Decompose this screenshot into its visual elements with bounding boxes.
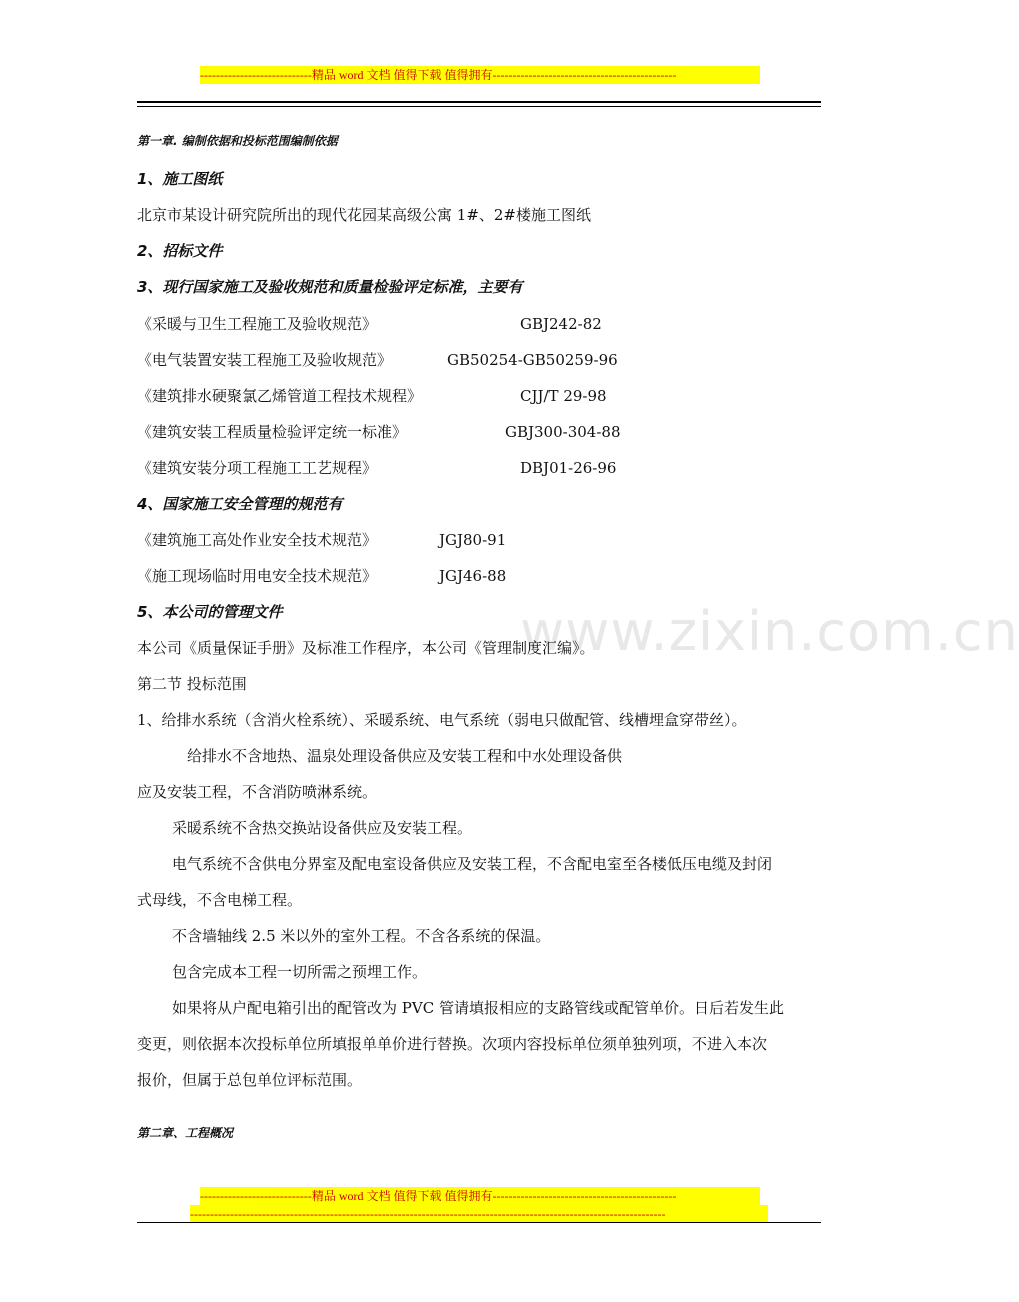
safety-code: JGJ80-91 — [439, 531, 507, 549]
standard-name: 《建筑安装分项工程施工工艺规程》 — [137, 459, 378, 477]
scope-paragraph-2a: 给排水不含地热、温泉处理设备供应及安装工程和中水处理设备供 — [187, 747, 623, 765]
standard-code: DBJ01-26-96 — [520, 459, 617, 477]
scope-paragraph-4b: 式母线，不含电梯工程。 — [137, 891, 303, 909]
section5-text: 本公司《质量保证手册》及标准工作程序，本公司《管理制度汇编》。 — [137, 639, 595, 657]
header-banner: ----------------------------精品 word 文档 值得下载 值得拥有---------------------------------------------- — [200, 66, 760, 84]
safety-name: 《建筑施工高处作业安全技术规范》 — [137, 531, 378, 549]
safety-name: 《施工现场临时用电安全技术规范》 — [137, 567, 378, 585]
scope-paragraph-3: 采暖系统不含热交换站设备供应及安装工程。 — [172, 819, 473, 837]
header-rule-thick — [137, 101, 821, 103]
standard-name: 《电气装置安装工程施工及验收规范》 — [137, 351, 393, 369]
scope-paragraph-4a: 电气系统不含供电分界室及配电室设备供应及安装工程，不含配电室至各楼低压电缆及封闭 — [172, 855, 773, 873]
section4-title: 4、国家施工安全管理的规范有 — [137, 495, 343, 513]
scope-paragraph-2b: 应及安装工程，不含消防喷淋系统。 — [137, 783, 378, 801]
footer-rule — [137, 1222, 821, 1223]
section5-title: 5、本公司的管理文件 — [137, 603, 283, 621]
scope-paragraph-7c: 报价，但属于总包单位评标范围。 — [137, 1071, 363, 1089]
scope-paragraph-6: 包含完成本工程一切所需之预埋工作。 — [172, 963, 428, 981]
scope-paragraph-7b: 变更，则依据本次投标单位所填报单单价进行替换。次项内容投标单位须单独列项，不进入本次 — [137, 1035, 768, 1053]
standard-name: 《建筑安装工程质量检验评定统一标准》 — [137, 423, 408, 441]
footer-banner: ----------------------------精品 word 文档 值得下载 值得拥有---------------------------------------------- — [200, 1187, 760, 1205]
standard-name: 《建筑排水硬聚氯乙烯管道工程技术规程》 — [137, 387, 423, 405]
section2-heading: 第二节 投标范围 — [137, 675, 247, 693]
scope-paragraph-5: 不含墙轴线 2.5 米以外的室外工程。不含各系统的保温。 — [172, 927, 551, 945]
standard-code: GBJ242-82 — [520, 315, 602, 333]
watermark: www.zixin.com.cn — [520, 600, 1019, 663]
standard-name: 《采暖与卫生工程施工及验收规范》 — [137, 315, 378, 333]
scope-paragraph-1: 1、给排水系统（含消火栓系统）、采暖系统、电气系统（弱电只做配管、线槽埋盒穿带丝）。 — [137, 711, 747, 729]
safety-code: JGJ46-88 — [439, 567, 507, 585]
section1-text: 北京市某设计研究院所出的现代花园某高级公寓 1#、2#楼施工图纸 — [137, 206, 591, 224]
standard-code: GBJ300-304-88 — [505, 423, 621, 441]
standard-code: CJJ/T 29-98 — [520, 387, 607, 405]
section3-title: 3、现行国家施工及验收规范和质量检验评定标准，主要有 — [137, 278, 523, 296]
standard-code: GB50254-GB50259-96 — [447, 351, 618, 369]
chapter1-title: 第一章. 编制依据和投标范围编制依据 — [137, 134, 338, 148]
section2-title: 2、招标文件 — [137, 242, 223, 260]
chapter2-title: 第二章、工程概况 — [137, 1126, 234, 1140]
section1-title: 1、施工图纸 — [137, 170, 223, 188]
footer-banner-dashes: ----------------------------------------------------------------------------------------------------------------------- — [190, 1205, 768, 1223]
scope-paragraph-7a: 如果将从户配电箱引出的配管改为 PVC 管请填报相应的支路管线或配管单价。日后若发生此 — [172, 999, 784, 1017]
header-rule-thin — [137, 106, 821, 107]
